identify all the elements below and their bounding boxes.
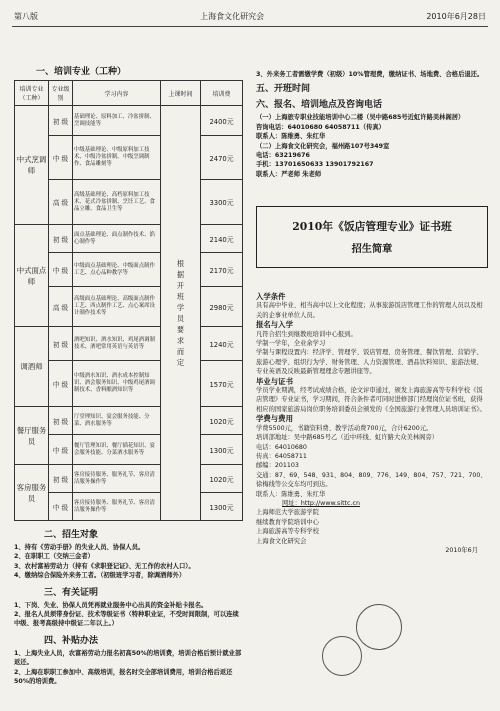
- enroll-duration: 学制一学年，全业余学习: [256, 340, 326, 348]
- left-column: [14, 62, 242, 686]
- address-1: （一）上海旅专职业技能培训中心二楼（吴中路685号近虹许路美林阁居）: [256, 114, 465, 122]
- content-cell: 中级基础理论、中级原料加工技术、中级冷盆拼制、中级烹调制作、食品雕刻等: [73, 136, 161, 180]
- contact-1: 联系人：陈维勇、朱红华: [256, 133, 326, 141]
- level-cell: 中 级: [49, 435, 73, 465]
- col-header-time: 上课时间: [161, 81, 201, 106]
- location-heading: 六、报名、培训地点及咨询电话: [256, 100, 383, 111]
- issue-number: 第八版: [14, 11, 38, 21]
- time-note: 根据开班学员要求而定: [176, 259, 185, 367]
- table-header-row: [15, 81, 243, 106]
- fee-cell: 1300元: [201, 493, 243, 521]
- organizer-4: 上海食文化研究会: [256, 537, 307, 545]
- content-cell: 中级面点基础理论、中级面点制作工艺、点心品种教学等: [73, 253, 161, 287]
- content-cell: 高级面点基础理论、高级面点制作工艺、西点制作工艺、点心案席设计制作技术等: [73, 287, 161, 327]
- official-seal-stamp-2: [322, 636, 362, 676]
- subsidy-heading: 四、补贴办法: [44, 635, 99, 646]
- fee-cell: 3300元: [201, 180, 243, 225]
- fee-cell: 1570元: [201, 361, 243, 407]
- target-item: 1、持有《劳动手册》的失业人员、协保人员。: [14, 544, 145, 551]
- specialty-cell: 客房服务员: [15, 465, 49, 521]
- training-address: 培训部地址：吴中路685号乙（近中环线、虹许路大众美林阁旁）: [256, 434, 439, 442]
- content-cell: 高级基础理论、高档原料加工技术、花式冷盆拼制、烹饪工艺、食品立雕、食品卫生等: [73, 180, 161, 225]
- training-table: [14, 80, 243, 521]
- organizer-3: 上海旅游高等专科学校: [256, 528, 319, 536]
- table-row: [15, 225, 243, 253]
- level-cell: 高 级: [49, 180, 73, 225]
- table-row: [15, 180, 243, 225]
- graduation-text: 学员学业期满，经考试成绩合格，论文评审通过，颁发上海旅游高等专科学校《饭店管理》专业证书，学习期间，符合条件者可同时进修部门经理岗位证书班，获得相应的国家旅游局岗位职务培训委员会颁发的《全国旅游行业管理人员培训证书》。: [256, 387, 486, 413]
- fee-cell: 1300元: [201, 435, 243, 465]
- fee-cell: 1020元: [201, 407, 243, 435]
- content-cell: 基础理论、原料加工、冷盆拼制、烹调技能等: [73, 106, 161, 136]
- website-url[interactable]: 网址：http://www.sittc.cn: [282, 499, 360, 507]
- curriculum-text: 学制与课程设置内：经济学、管理学、饭店管理、房务管理、餐饮管理、营销学、旅游心理学、组织行为学、财务管理、人力资源管理、酒品饮料知识、旅游法规、专业英语及反映最新管理理念专题讲座等。: [256, 349, 483, 376]
- target-item: 2、在职职工（交纳三金者）: [14, 553, 94, 561]
- table-row: [15, 407, 243, 435]
- paper-name: 上海食文化研究会: [200, 11, 265, 21]
- level-cell: 中 级: [49, 361, 73, 407]
- target-item: 4、缴纳综合保险外来务工者。（初级班学习者，除调酒师外）: [14, 572, 186, 580]
- enroll-text: 凡符合招生到继教班培训中心报到。: [256, 330, 357, 338]
- brochure-date: 2010年6月: [445, 546, 478, 554]
- fee-cell: 2470元: [201, 136, 243, 180]
- level-cell: 初 级: [49, 225, 73, 253]
- col-header-level: 专业级别: [49, 81, 73, 106]
- level-cell: 初 级: [49, 106, 73, 136]
- fee-cell: 2400元: [201, 106, 243, 136]
- fee-cell: 1240元: [201, 327, 243, 361]
- header-rule: [12, 26, 488, 27]
- table-row: [15, 136, 243, 180]
- level-cell: 初 级: [49, 327, 73, 361]
- table-row: [15, 435, 243, 465]
- right-column-top: [256, 70, 488, 179]
- certificates-item: 1、下岗、失业、协保人员凭再就业服务中心出具的资金补贴卡报名。: [14, 601, 208, 609]
- organizer-2: 继续教育学院培训中心: [256, 518, 319, 526]
- certificates-item: 2、报名人员须带身份证、技术等级证书（特种职业证，不受时间限制，可以连续中级、报考高级持中级证二年以上。）: [14, 611, 239, 628]
- start-time-heading: 五、开班时间: [256, 84, 311, 95]
- content-cell: 餐厅管理知识、餐厅插花知识、宴会服务技能、分菜酒水服务等: [73, 435, 161, 465]
- fee-cell: 2140元: [201, 225, 243, 253]
- level-cell: 中 级: [49, 493, 73, 521]
- fee-cell: 1020元: [201, 465, 243, 493]
- phone-1: 咨询电话：64010680 64058711（传真）: [256, 123, 385, 131]
- level-cell: 中 级: [49, 136, 73, 180]
- content-cell: 酒吧知识、酒水知识、鸡尾酒调制技术、酒吧常用英语与英语等: [73, 327, 161, 361]
- fees-heading: 学费与费用: [256, 414, 293, 424]
- specialty-cell: 调酒师: [15, 327, 49, 407]
- organizer-1: 上海师范大学旅游学院: [256, 509, 319, 517]
- banner-subtitle: 招生简章: [351, 243, 393, 255]
- table-row: [15, 327, 243, 361]
- level-cell: 初 级: [49, 465, 73, 493]
- specialty-cell: 餐厅服务员: [15, 407, 49, 465]
- fee-cell: 2170元: [201, 253, 243, 287]
- content-cell: 中级酒水知识、酒水成本控制知识、酒会服务知识、中级鸡尾酒调制技术、香料酿酒知识等: [73, 361, 161, 407]
- brochure-body: [256, 292, 488, 555]
- level-cell: 初 级: [49, 407, 73, 435]
- admission-text: 具有高中毕业、相当高中以上文化程度；从事旅游饭店管理工作的管理人员以及相关的企事业单位人员。: [256, 302, 483, 319]
- brochure-banner: [256, 206, 488, 268]
- contact-2: 联系人：严老师 朱老师: [256, 170, 322, 178]
- phone-2: 电话：63219676: [256, 152, 310, 160]
- enroll-heading: 报名与入学: [256, 320, 293, 330]
- brochure-contact: 联系人：陈维勇、朱红华: [256, 490, 326, 498]
- admission-heading: 入学条件: [256, 292, 286, 301]
- level-cell: 中 级: [49, 253, 73, 287]
- fees-text: 学费5500元，书籍资料费、教学活动费700元，合计6200元。: [256, 424, 433, 432]
- target-heading: 二、招生对象: [44, 530, 99, 540]
- table-row: [15, 465, 243, 493]
- content-cell: 客房接待服务、服务礼节、客房清洁服务操作等: [73, 465, 161, 493]
- content-cell: 面点基础理论、面点制作技术、馅心制作等: [73, 225, 161, 253]
- table-row: [15, 253, 243, 287]
- training-tel: 电话：64010680: [256, 443, 307, 451]
- table-row: [15, 287, 243, 327]
- website-link[interactable]: [282, 499, 488, 508]
- target-item: 3、农村富裕劳动力（持有《求职登记证》、无工作的农村人口）。: [14, 562, 195, 570]
- phone-3: 手机：13701650633 13901792167: [256, 161, 374, 169]
- table-row: [15, 493, 243, 521]
- fee-cell: 2980元: [201, 287, 243, 327]
- subsidy-item: 1、上海失业人员，农富裕劳动力报名初高50%的培训费，培训合格后预计就业部返还。: [14, 649, 242, 667]
- specialty-cell: 中式烹调师: [15, 106, 49, 225]
- training-fax: 传真：64058711: [256, 452, 307, 460]
- subsidy-item: 2、上海在职职工参加中、高级培训，报名时交全部培训费用，培训合格后返还50%的培训费。: [14, 668, 233, 686]
- official-seal-stamp: [356, 604, 402, 650]
- content-cell: 厅堂理知识、宴会服务技能、分菜、酒水服务等: [73, 407, 161, 435]
- col-header-content: 学习内容: [73, 81, 161, 106]
- specialty-cell: 中式面点师: [15, 225, 49, 327]
- certificates-heading: 三、有关证明: [44, 587, 99, 598]
- content-cell: 客房接待服务、服务礼节、客房清洁服务操作等: [73, 493, 161, 521]
- graduation-heading: 毕业与证书: [256, 376, 293, 386]
- item3-text: 3、外来务工者需缴学费（初级）10%管理费，缴纳证书、场地费、合格后退还。: [256, 71, 484, 78]
- training-zip: 邮编：201103: [256, 462, 299, 470]
- col-header-specialty: 培训专业（工种）: [15, 81, 49, 106]
- address-2: （二）上海食文化研究会，福州路107号349室: [256, 142, 390, 150]
- table-row: [15, 106, 243, 136]
- issue-date: 2010年6月28日: [426, 11, 486, 21]
- level-cell: 高 级: [49, 287, 73, 327]
- training-heading: 一、培训专业（工种）: [36, 67, 127, 77]
- time-cell: [161, 106, 201, 521]
- col-header-fee: 培训费: [201, 81, 243, 106]
- table-row: [15, 361, 243, 407]
- page-header: [14, 8, 486, 24]
- bus-lines: 交通：87、69、548、931、804、809、776、149、804、757、721、700、徐梅线等公交车均可到达。: [256, 471, 487, 489]
- banner-title: 2010年《饭店管理专业》证书班: [292, 220, 452, 233]
